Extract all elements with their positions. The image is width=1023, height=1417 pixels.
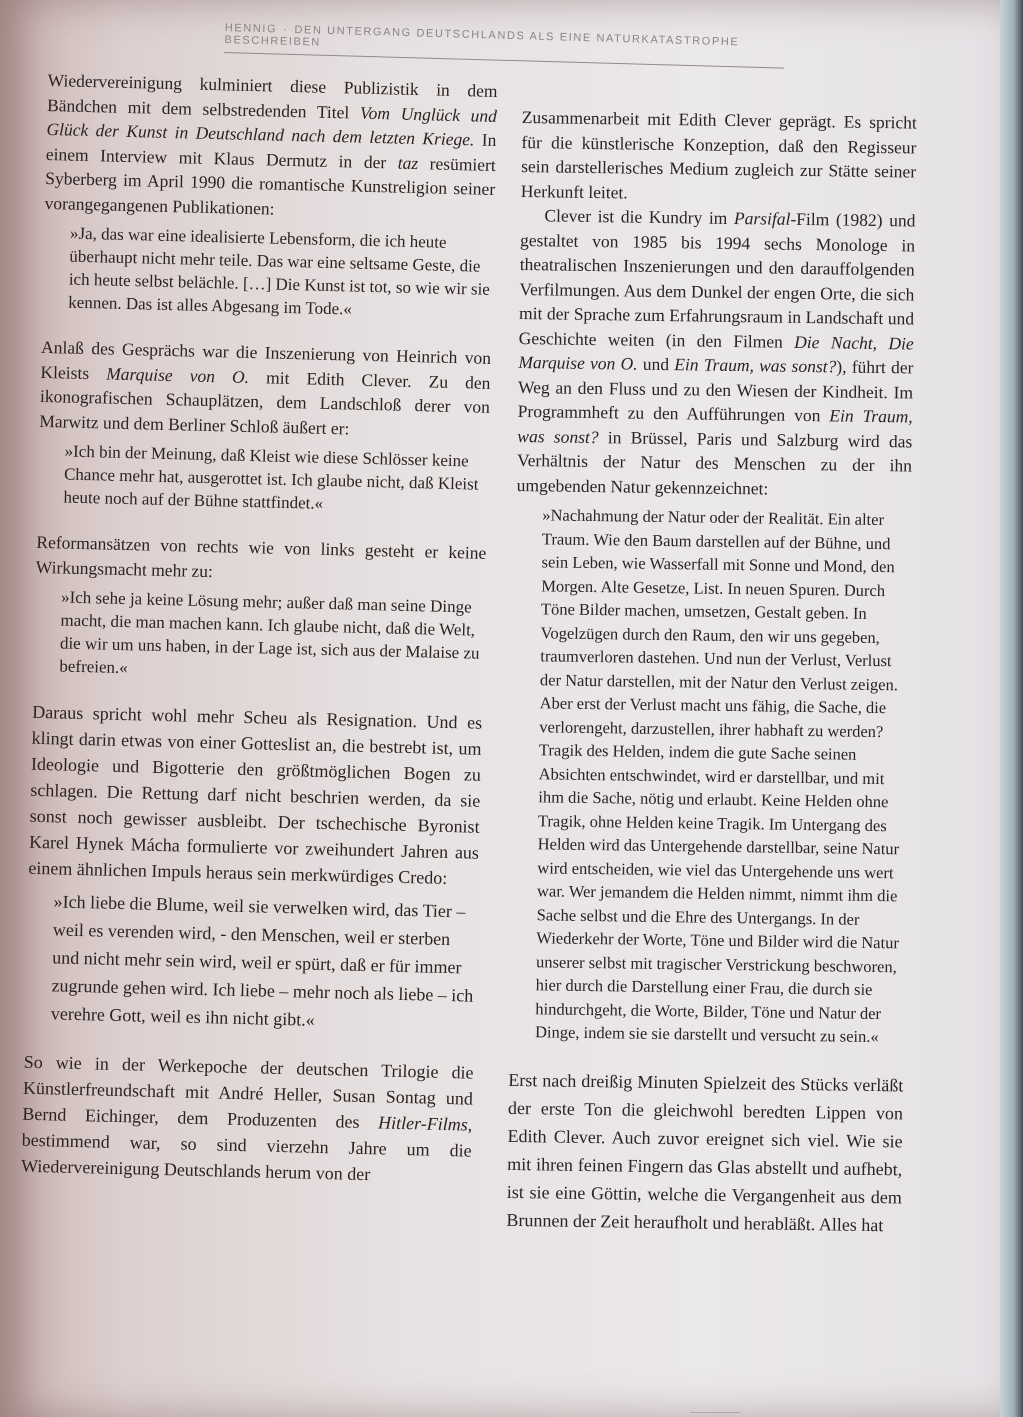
paragraph: Erst nach dreißig Minuten Spielzeit des Stücks verläßt der erste Ton die gleichwohl beredten Lippen von Edith Clever. Auch zuvor ereignet sich viel. Wie sie mit ihren feinen Fingern das Glas abstellt und aufhebt, ist sie eine Göttin, welche die Vergangenheit aus dem Brunnen der Zeit heraufholt und herabläßt. Alles hat (506, 1069, 904, 1235)
paragraph: Reformansätzen von rechts wie von links gesteht er keine Wirkungsmacht mehr zu: (35, 531, 487, 581)
block-quote: »Ich bin der Meinung, daß Kleist wie diese Schlösser keine Chance mehr hat, ausgerottet ist. Ich glaube nicht, daß Kleist heute noch auf der Bühne stattfindet.« (63, 441, 479, 513)
block-quote: »Ich liebe die Blume, weil sie verwelken wird, das Tier – weil es verenden wird, - den Menschen, weil er sterben und nicht mehr sein wird, weil er spürt, daß er für immer zugrunde gehen wird. Ich liebe – mehr noch als liebe – ich verehre Gott, weil es ihn nicht gibt.« (50, 891, 474, 1030)
right-column (506, 105, 917, 1239)
paragraph: Daraus spricht wohl mehr Scheu als Resignation. Und es klingt darin etwas von einer Gotteslist an, die bestrebt ist, um Ideologie und Bigotterie den größtmöglichen Bogen zu schlagen. Die Rettung darf nicht beschrien werden, da sie sonst noch gewisser ausbleibt. Der tschechische Byronist Karel Hynek Mácha formulierte vor zweihundert Jahren aus einem ähnlichen Impuls heraus sein merkwürdiges Credo: (28, 701, 483, 888)
header-title: DEN UNTERGANG DEUTSCHLANDS ALS EINE NATURKATASTROPHE BESCHREIBEN (224, 23, 740, 49)
page-foot-rule (690, 1412, 740, 1413)
header-author: HENNIG (224, 22, 278, 36)
block-quote: »Ich sehe ja keine Lösung mehr; außer daß man seine Dinge macht, die man machen kann. Ich glaube nicht, daß die Welt, die wir um uns haben, in der Lage ist, sich aus der Malaise zu befreien.« (59, 587, 480, 678)
running-header: HENNIG · DEN UNTERGANG DEUTSCHLANDS ALS EINE NATURKATASTROPHE BESCHREIBEN (224, 22, 785, 69)
block-quote: »Nachahmung der Natur oder der Realität. Ein alter Traum. Wie den Baum darstellen auf der Bühne, und sein Leben, wie Wasserfall mit Sonne und Mond, den Morgen. Alte Gesetze, List. In neuen Spuren. Durch Töne Bilder machen, umsetzen, Gestalt geben. In Vogelzügen durch den Raum, den wir uns gegeben, traumverloren dastehen. Und nun der Verlust, Verlust der Natur darstellen, mit der Natur den Verlust zeigen. Aber erst der Verlust macht uns fähig, die Sache, die verlorengeht, darzustellen, ihrer habhaft zu werden? Tragik des Helden, indem die gute Sache seinen Absichten entschwindet, wird er darstellbar, und mit ihm die Sache, nötig und erlaubt. Keine Helden ohne Tragik, ohne Helden keine Tragik. Im Untergang des Helden wird das Untergehende darstellbar, seine Natur wird entscheiden, wie viel das Untergehende uns wert war. Wer jemandem die Helden nimmt, nimmt ihm die Sache selbst und die Ehre des Untergangs. In der Wiederkehr der Worte, Töne und Bilder wird die Natur unserer selbst mit tragischer Verstrickung beschworen, hier durch die Darstellung einer Frau, die durch sie hindurchgeht, die Worte, Bilder, Töne und Natur der Dinge, indem sie sie darstellt und versucht zu sein.« (534, 505, 900, 1047)
paragraph: Anlaß des Gesprächs war die Inszenierung von Heinrich von Kleists Marquise von O. mit Edith Clever. Zu den ikonografischen Schauplätzen, dem Landschloß derer von Marwitz und dem Berliner Schloß äußert er: (39, 336, 492, 438)
block-quote: »Ja, das war eine idealisierte Lebensform, die ich heute überhaupt nicht mehr teile. Das war eine seltsame Geste, die ich heute selbst belächle. […] Die Kunst ist tot, so wie wir sie kennen. Das ist alles Abgesang im Tode.« (68, 223, 491, 319)
left-column (21, 68, 498, 1190)
paragraph: Clever ist die Kundry im Parsifal-Film (1982) und gestaltet von 1985 bis 1994 sechs Monologe in theatralischen Inszenierungen und den darauffolgenden Verfilmungen. Aus dem Dunkel der engen Orte, die sich mit der Sprache zum Erfahrungsraum in Landschaft und Geschichte weiten (in den Filmen Die Nacht, Die Marquise von O. und Ein Traum, was sonst?), führt der Weg an den Fluss und zu den Wiesen der Kindheit. Im Programmheft zu den Aufführungen von Ein Traum, was sonst? in Brüssel, Paris und Salzburg wird das Verhältnis der Natur des Menschen zu der ihn umgebenden Natur gekennzeichnet: (516, 205, 916, 498)
paragraph: Wiedervereinigung kulminiert diese Publizistik in dem Bändchen mit dem selbstredenden Titel Vom Unglück und Glück der Kunst in Deutschland nach dem letzten Kriege. In einem Interview mit Klaus Dermutz in der taz resümiert Syberberg im April 1990 die romantische Kunstreligion seiner vorangegangenen Publikationen: (44, 69, 498, 219)
paragraph: So wie in der Werkepoche der deutschen Trilogie die Künstlerfreundschaft mit André Heller, Susan Sontag und Bernd Eichinger, dem Produzenten des Hitler-Films, bestimmend war, so sind vierzehn Jahre um die Wiedervereinigung Deutschlands herum von der (20, 1051, 474, 1185)
paragraph: Zusammenarbeit mit Edith Clever geprägt. Es spricht für die künstlerische Konzeption, daß den Regisseur sein darstellerisches Medium zugleich zur Stätte seiner Herkunft leitet. (520, 106, 917, 202)
page-edge (1000, 0, 1023, 1417)
